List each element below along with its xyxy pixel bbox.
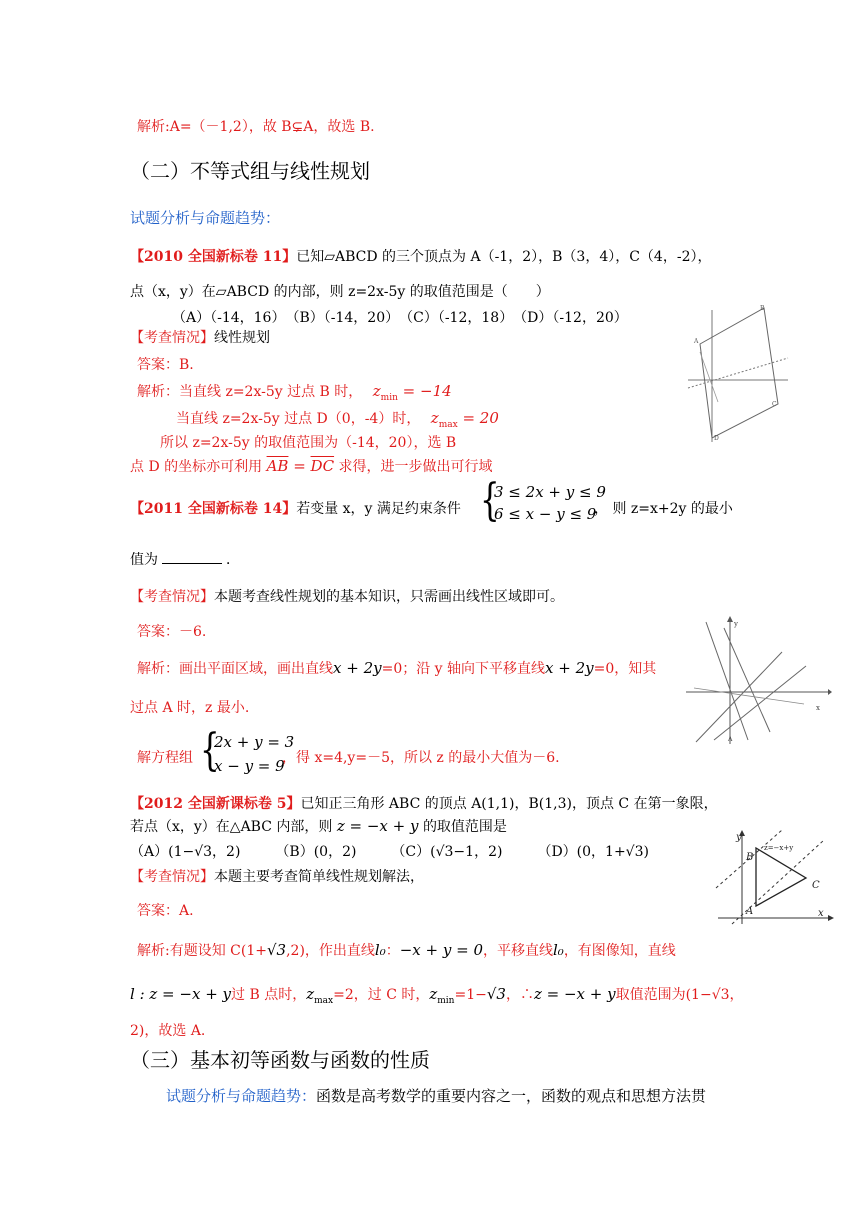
solution-3b [130,985,744,1010]
solution-3b-b: =2，过 C 时， [333,987,430,1003]
kaocha-1-tag: 【考查情况】 [130,330,214,346]
kaocha-1 [130,329,270,347]
problem-2012-line2-post: 的取值范围是 [422,819,507,835]
solution-3b-c: =1− [454,987,487,1003]
kaocha-1-text: 线性规划 [214,330,270,346]
section-heading-3: （三）基本初等函数与函数的性质 [130,1048,430,1072]
problem-2012-tag: 【2012 全国新课标卷 5】 [130,796,301,812]
problem-2011-line2 [130,551,240,569]
kaocha-3-tag: 【考查情况】 [130,869,214,885]
problem-2012-options: （A）(1−√3，2) （B）(0，2) （C）(√3−1，2) （D）(0，1+√3) [130,844,649,860]
problem-2012-text: 已知正三角形 ABC 的顶点 A(1,1)，B(1,3)，顶点 C 在第一象限， [300,796,718,812]
answer-1: 答案：B. [137,357,194,373]
solution-1d [130,457,493,476]
trend-label-1: 试题分析与命题趋势： [130,209,281,227]
solution-1a-text: 解析：当直线 z=2x-5y 过点 B 时， [137,384,363,400]
solution-2a-text: 解析：画出平面区域，画出直线 [137,661,333,677]
solution-2a-math2: x + 2y [545,659,594,677]
problem-2012-line1 [130,795,718,813]
trend-2 [166,1087,706,1105]
solution-3b-zmin: $z_{min}$ [429,985,455,1006]
trend-label-2: 试题分析与命题趋势： [166,1087,317,1105]
solution-1c: 所以 z=2x-5y 的取值范围为（-14，20），选 B [160,435,457,451]
problem-2011-period: ． [226,552,240,568]
solution-1a [137,382,452,407]
solution-3b-a: 过 B 点时， [231,987,307,1003]
fig2-label-y: y [734,620,738,628]
kaocha-3 [130,868,424,886]
answer-3: 答案：A. [137,903,194,919]
fig3-label-c: C [812,880,820,891]
problem-2010-text: 已知▱ABCD 的三个顶点为 A（-1，2），B（3，4），C（4，-2）， [296,249,712,265]
fig3-label-a: A [746,906,754,917]
answer-2: 答案：－6. [137,624,207,640]
solution-prev: 解析:A=（－1,2），故 B⊊A，故选 B. [137,119,375,135]
solution-1d-pre: 点 D 的坐标亦可利用 [130,459,263,475]
fig2-label-x: x [816,704,820,712]
figure-lines [686,614,832,744]
solution-2b: 过点 A 时，z 最小. [130,700,250,716]
solution-1a-math: $z_{min} = -14$ [372,382,452,403]
solution-3a-eq: −x + y = 0 [399,941,483,959]
fig3-label-b: B [746,852,754,863]
solution-3b-l: l : z = −x + y [130,985,232,1003]
solution-3a-mid2: ，平移直线 [483,943,553,959]
figure-triangle [712,828,836,928]
fig2-label-a: A [728,736,733,743]
problem-2010-options: （A）（-14，16） （B）（-14，20） （C）（-12，18） （D）（-12，20） [172,310,628,326]
problem-2011-tag: 【2011 全国新标卷 14】 [130,501,297,517]
answer-blank [162,563,222,564]
fig1-label-c: C [772,401,777,408]
fig1-label-b: B [760,305,765,312]
solution-2a-mid: =0；沿 y 轴向下平移直线 [381,661,546,677]
equation-1: 2x + y = 3 [214,733,295,751]
solution-3a-l0b: l₀ [553,941,564,959]
solution-3c: 2)，故选 A. [130,1023,206,1039]
solution-3a-sqrt: √3 [266,941,287,959]
solution-3a-colon: ： [385,943,400,959]
fig3-label-line: z=−x+y [764,844,794,852]
solution-3a [137,941,676,960]
solution-2a-post: =0，知其 [593,661,657,677]
fig1-label-d: D [714,435,719,442]
solution-3b-sqrt: √3 [486,985,506,1003]
solution-1b-text: 当直线 z=2x-5y 过点 D（0，-4）时， [176,411,421,427]
kaocha-2-text: 本题考查线性规划的基本知识，只需画出线性区域即可。 [214,589,564,605]
solution-1b [176,409,499,434]
solution-1d-post: 求得，进一步做出可行域 [338,459,493,475]
vector-eq: $\overline{AB} = \overline{DC}$ [266,457,335,475]
solution-2a [137,659,656,678]
kaocha-2 [130,588,564,606]
solution-2c-pre: 解方程组 [137,750,193,766]
solution-3a-pre: 解析:有题设知 C(1+ [137,943,267,959]
equation-2: x − y = 9 [214,757,285,775]
solution-3b-zmax: $z_{max}$ [306,985,334,1006]
solution-3b-e: 取值范围为(1−√3， [615,987,744,1003]
trend-2-text: 函数是高考数学的重要内容之一，函数的观点和思想方法贯 [316,1087,707,1105]
fig3-label-x: x [818,908,824,919]
problem-2012-line2 [130,817,507,836]
figure-parallelogram [688,302,788,442]
problem-2012-line2-math: z = −x + y [336,817,419,835]
section-heading-2: （二）不等式组与线性规划 [130,159,370,183]
constraint-2: 6 ≤ x − y ≤ 9 [494,505,597,523]
kaocha-2-tag: 【考查情况】 [130,589,214,605]
solution-3a-post: ，有图像知，直线 [563,943,676,959]
problem-2011-text: 若变量 x，y 满足约束条件 [296,501,461,517]
solution-3b-z: z = −x + y [533,985,616,1003]
constraint-1: 3 ≤ 2x + y ≤ 9 [494,483,606,501]
solution-3a-l0a: l₀ [374,941,386,959]
problem-2011-line2-text: 值为 [130,552,158,568]
solution-3a-mid: ,2)，作出直线 [286,943,375,959]
problem-2010-tag: 【2010 全国新标卷 11】 [130,249,297,265]
fig3-label-y: y [736,832,742,843]
kaocha-3-text: 本题主要考查简单线性规划解法， [214,869,424,885]
problem-2012-line2-pre: 若点（x，y）在△ABC 内部，则 [130,819,333,835]
problem-2010-line1 [130,248,711,266]
solution-2c-post: ，得 x=4,y=－5，所以 z 的最小大值为－6. [282,750,560,766]
fig1-label-a: A [694,338,699,345]
problem-2010-line2: 点（x，y）在▱ABCD 的内部，则 z=2x-5y 的取值范围是（ ） [130,284,550,300]
solution-2a-math1: x + 2y [333,659,382,677]
solution-3b-d: ，∴ [505,987,534,1003]
problem-2011-line1 [130,500,461,518]
solution-1b-math: $z_{max} = 20$ [430,409,499,430]
problem-2011-post: ， 则 z=x+2y 的最小 [594,501,733,517]
